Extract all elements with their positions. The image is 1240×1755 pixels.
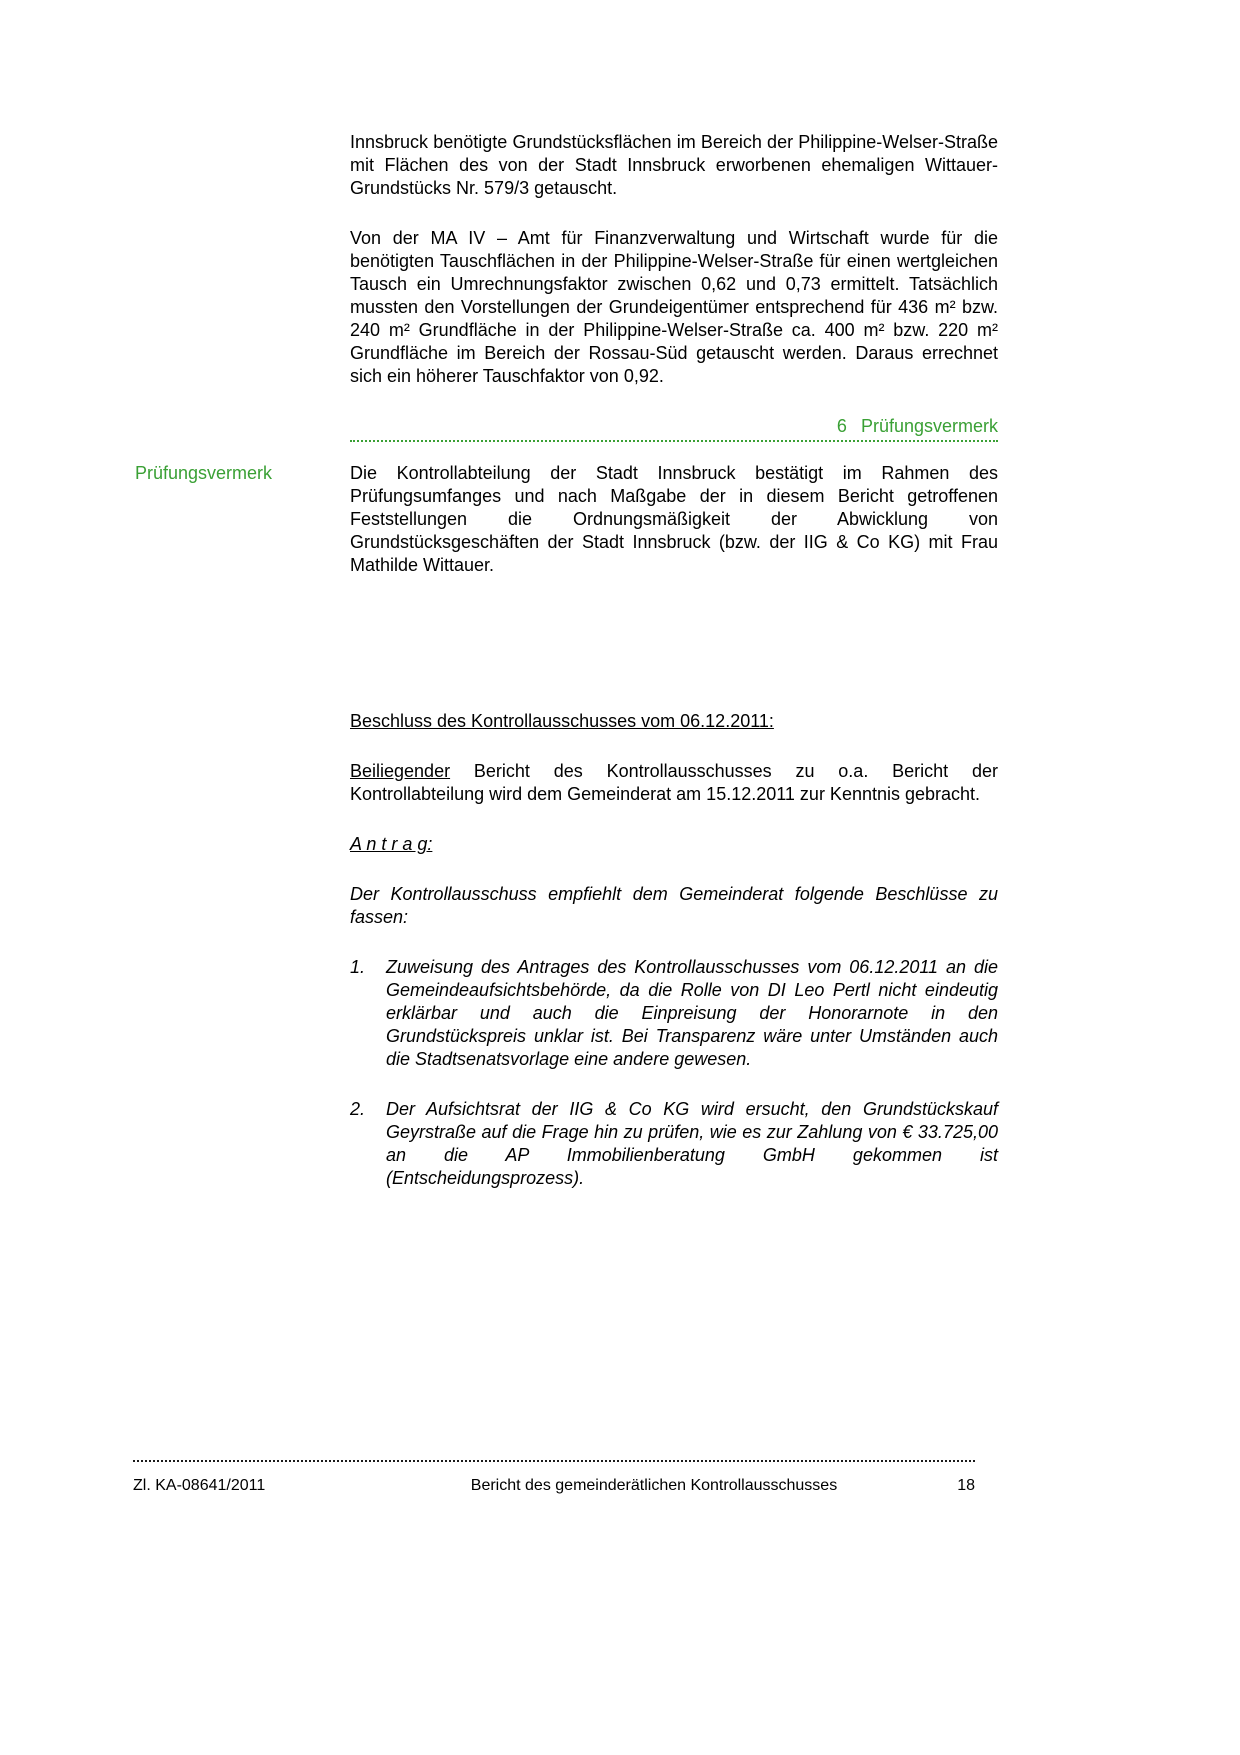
footer-document-title: Bericht des gemeinderätlichen Kontrollausschusses bbox=[470, 1477, 838, 1494]
antrag-heading: A n t r a g: bbox=[350, 834, 433, 854]
beschluss-paragraph bbox=[350, 760, 998, 806]
footer-page-number: 18 bbox=[957, 1477, 975, 1494]
margin-label-pruefungsvermerk: Prüfungsvermerk bbox=[135, 463, 273, 483]
footer-divider-dotted bbox=[133, 1460, 975, 1462]
antrag-intro-paragraph: Der Kontrollausschuss empfiehlt dem Gemeinderat folgende Beschlüsse zu fassen: bbox=[350, 884, 998, 927]
section-divider-dotted bbox=[350, 440, 998, 442]
pruefungsvermerk-paragraph: Die Kontrollabteilung der Stadt Innsbruck bestätigt im Rahmen des Prüfungsumfanges und nach Maßgabe der in diesem Bericht getroffenen Feststellungen die Ordnungsmäßigkeit der Abwicklung von Grundstücksgeschäften der Stadt Innsbruck (bzw. der IIG & Co KG) mit Frau Mathilde Wittauer. bbox=[350, 463, 998, 575]
body-paragraph-1: Innsbruck benötigte Grundstücksflächen im Bereich der Philippine-Welser-Straße mit Flächen des von der Stadt Innsbruck erworbenen ehemaligen Wittauer-Grundstücks Nr. 579/3 getauscht. bbox=[350, 132, 998, 198]
list-item-2-number: 2. bbox=[350, 1099, 366, 1119]
list-item-2 bbox=[350, 1098, 998, 1190]
page-footer bbox=[133, 1460, 975, 1496]
beschluss-paragraph-rest: Bericht des Kontrollausschusses zu o.a. Bericht der Kontrollabteilung wird dem Gemeinderat am 15.12.2011 zur Kenntnis gebracht. bbox=[350, 761, 998, 804]
content-column bbox=[135, 131, 998, 1217]
footer-row bbox=[133, 1476, 975, 1496]
list-item-1-number: 1. bbox=[350, 957, 366, 977]
section-number: 6 bbox=[836, 416, 847, 436]
section-heading bbox=[350, 415, 998, 438]
vertical-spacer bbox=[350, 604, 998, 710]
list-item-1-text: Zuweisung des Antrages des Kontrollausschusses vom 06.12.2011 an die Gemeindeaufsichtsbehörde, da die Rolle von DI Leo Pertl nicht eindeutig erklärbar und auch die Einpreisung der Honorarnote in den Grundstückspreis unklar ist. Bei Transparenz wäre unter Umständen auch die Stadtsenatsvorlage eine andere gewesen. bbox=[386, 957, 998, 1069]
footer-reference-number: Zl. KA-08641/2011 bbox=[133, 1477, 266, 1494]
body-paragraph-2: Von der MA IV – Amt für Finanzverwaltung und Wirtschaft wurde für die benötigten Tauschflächen in der Philippine-Welser-Straße für einen wertgleichen Tausch ein Umrechnungsfaktor zwischen 0,62 und 0,73 ermittelt. Tatsächlich mussten den Vorstellungen der Grundeigentümer entsprechend für 436 m² bzw. 240 m² Grundfläche in der Philippine-Welser-Straße ca. 400 m² bzw. 220 m² Grundfläche im Bereich der Rossau-Süd getauscht werden. Daraus errechnet sich ein höherer Tauschfaktor von 0,92. bbox=[350, 228, 998, 386]
list-item-2-text: Der Aufsichtsrat der IIG & Co KG wird ersucht, den Grundstückskauf Geyrstraße auf die Frage hin zu prüfen, wie es zur Zahlung von € 33.725,00 an die AP Immobilienberatung GmbH gekommen ist (Entscheidungsprozess). bbox=[386, 1099, 998, 1188]
list-item-1 bbox=[350, 956, 998, 1071]
beschluss-underlined-word: Beiliegender bbox=[350, 761, 451, 781]
pruefungsvermerk-section bbox=[135, 462, 998, 577]
beschluss-heading: Beschluss des Kontrollausschusses vom 06.12.2011: bbox=[350, 711, 774, 731]
section-title: Prüfungsvermerk bbox=[860, 416, 998, 436]
